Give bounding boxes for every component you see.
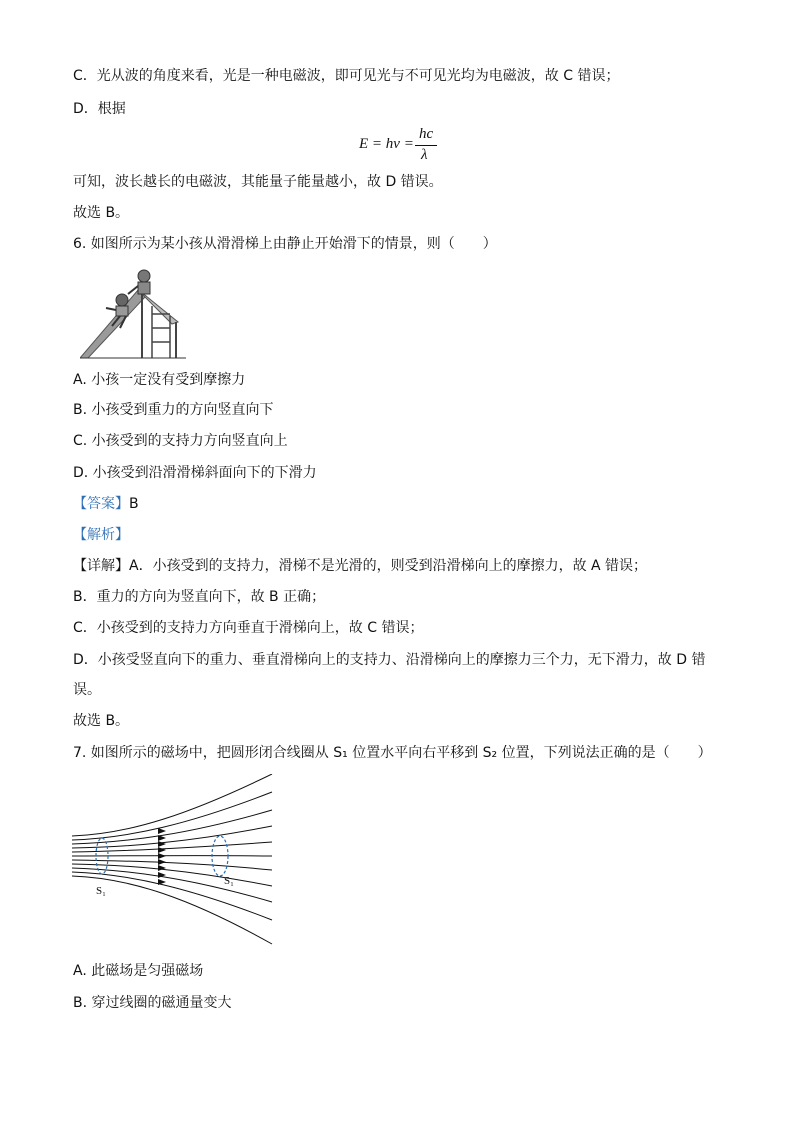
answer-tag: 【答案】 [73, 496, 129, 512]
detail-d-text-cont: 误。 [73, 682, 101, 698]
q6-option-c: C. 小孩受到的支持力方向竖直向上 [73, 433, 288, 449]
analysis-line [73, 525, 129, 545]
conclusion-text: 可知，波长越长的电磁波，其能量子能量越小，故 D 错误。 [73, 174, 443, 190]
slide-illustration [80, 266, 186, 360]
analysis-tag: 【解析】 [73, 527, 129, 543]
option-c-text: C．光从波的角度来看，光是一种电磁波，即可见光与不可见光均为电磁波，故 C 错误； [73, 68, 620, 84]
formula-lhs: E = hν = [359, 136, 414, 152]
option-d-text: D．根据 [73, 101, 126, 117]
formula-numerator: hc [419, 126, 434, 142]
answer-line [73, 494, 139, 514]
question-7-stem: 7. 如图所示的磁场中，把圆形闭合线圈从 S₁ 位置水平向右平移到 S₂ 位置，下列说法正确的是（ ） [73, 745, 712, 761]
answer-value: B [129, 496, 139, 512]
q6-option-b: B. 小孩受到重力的方向竖直向下 [73, 402, 274, 418]
detail-c-text: C．小孩受到的支持力方向垂直于滑梯向上，故 C 错误； [73, 620, 424, 636]
s2-label: S₁ [224, 875, 234, 887]
fraction-bar [415, 145, 437, 146]
energy-formula [355, 128, 465, 168]
detail-a-line [73, 556, 647, 576]
choose-b-text-2: 故选 B。 [73, 713, 130, 729]
detail-b-text: B．重力的方向为竖直向下，故 B 正确； [73, 589, 326, 605]
question-6-stem: 6. 如图所示为某小孩从滑滑梯上由静止开始滑下的情景，则（ ） [73, 236, 497, 252]
q6-option-d: D. 小孩受到沿滑滑梯斜面向下的下滑力 [73, 465, 317, 481]
s1-label: S₁ [96, 885, 106, 897]
q6-option-a: A. 小孩一定没有受到摩擦力 [73, 372, 246, 388]
choose-b-text-1: 故选 B。 [73, 205, 130, 221]
formula-denominator: λ [421, 147, 428, 163]
q7-option-a: A. 此磁场是匀强磁场 [73, 963, 204, 979]
magnetic-field-figure [70, 774, 278, 952]
detail-a-text: A．小孩受到的支持力，滑梯不是光滑的，则受到沿滑梯向上的摩擦力，故 A 错误； [129, 558, 648, 574]
q7-option-b: B. 穿过线圈的磁通量变大 [73, 995, 232, 1011]
detail-tag: 【详解】 [73, 558, 129, 574]
detail-d-text: D．小孩受竖直向下的重力、垂直滑梯向上的支持力、沿滑梯向上的摩擦力三个力，无下滑力，故 D 错 [73, 652, 706, 668]
